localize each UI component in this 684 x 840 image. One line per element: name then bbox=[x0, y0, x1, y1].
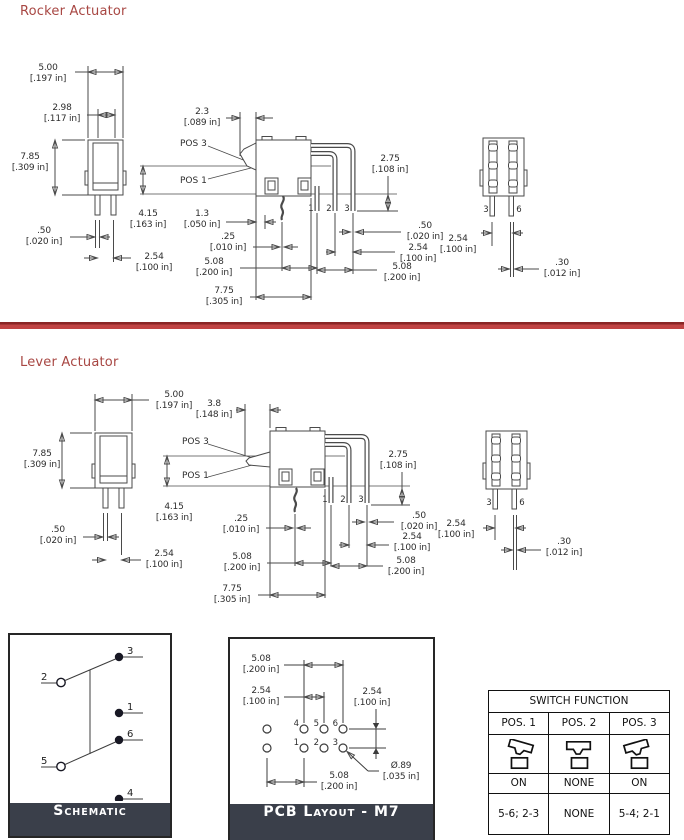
dim-pcb-anchor-span: 5.08 [.200 in] bbox=[320, 771, 358, 792]
rocker-rear-view bbox=[480, 138, 539, 277]
table-head-pos2: POS. 2 bbox=[549, 712, 609, 734]
table-state-pos3: ON bbox=[609, 773, 669, 793]
dim-rocker-leg-pitch: 2.54 [.100 in] bbox=[135, 252, 173, 273]
dim-pcb-row-pitch: 2.54 [.100 in] bbox=[353, 687, 391, 708]
dim-rocker-pin-width: .50 [.020 in] bbox=[406, 221, 444, 242]
rocker-pin-2-label: 2 bbox=[326, 204, 332, 214]
pcb-hole-2: 2 bbox=[313, 738, 319, 748]
dim-lever-terminal-thickness: .25 [.010 in] bbox=[222, 514, 260, 535]
lever-rear-pin-3-label: 3 bbox=[486, 498, 492, 508]
dim-pcb-col-pitch: 2.54 [.100 in] bbox=[242, 686, 280, 707]
dim-pcb-col-span: 5.08 [.200 in] bbox=[242, 654, 280, 675]
dim-rocker-body-height: 7.85 [.309 in] bbox=[11, 152, 49, 173]
schematic-pin-4: 4 bbox=[127, 788, 134, 799]
rocker-right-icon bbox=[622, 739, 656, 771]
table-title: SWITCH FUNCTION bbox=[489, 691, 670, 713]
schematic-panel bbox=[8, 633, 172, 838]
lever-section-title: Lever Actuator bbox=[20, 355, 119, 370]
rocker-rear-pin-6-label: 6 bbox=[516, 205, 522, 215]
dim-lever-leg-width: .50 [.020 in] bbox=[39, 525, 77, 546]
dim-rocker-pin-pitch: 2.54 [.100 in] bbox=[399, 243, 437, 264]
dim-lever-peg-to-pin: 5.08 [.200 in] bbox=[223, 552, 261, 573]
table-state-pos1: ON bbox=[489, 773, 549, 793]
table-contacts-pos2: NONE bbox=[549, 793, 609, 834]
dim-lever-pin-span: 5.08 [.200 in] bbox=[387, 556, 425, 577]
dim-rocker-rear-pin-pitch: 2.54 [.100 in] bbox=[439, 234, 477, 255]
table-head-pos3: POS. 3 bbox=[609, 712, 669, 734]
dim-lever-overhang: 3.8 [.148 in] bbox=[195, 399, 233, 420]
lever-pos3-label: POS 3 bbox=[182, 437, 209, 447]
pcb-hole-1: 1 bbox=[293, 738, 299, 748]
dim-rocker-body-depth: 7.75 [.305 in] bbox=[205, 286, 243, 307]
rocker-section-title: Rocker Actuator bbox=[20, 4, 127, 19]
lever-pin-1-label: 1 bbox=[322, 495, 328, 505]
schematic-caption: S CHEMATIC bbox=[10, 803, 170, 836]
pcb-layout-panel bbox=[228, 637, 435, 840]
dim-rocker-peg-to-pin: 5.08 [.200 in] bbox=[195, 257, 233, 278]
rocker-pos1-label: POS 1 bbox=[180, 176, 207, 186]
dim-rocker-actuator-overhang: 2.3 [.089 in] bbox=[183, 107, 221, 128]
dim-lever-pin-pitch: 2.54 [.100 in] bbox=[393, 532, 431, 553]
dim-lever-pin-protrusion: 2.75 [.108 in] bbox=[379, 450, 417, 471]
table-head-pos1: POS. 1 bbox=[489, 712, 549, 734]
switch-function-table bbox=[488, 690, 670, 835]
rocker-pin-3-label: 3 bbox=[344, 204, 350, 214]
schematic-pin-2: 2 bbox=[41, 672, 48, 683]
dim-lever-seat-to-pivot: 4.15 [.163 in] bbox=[155, 502, 193, 523]
dim-lever-rear-pin-pitch: 2.54 [.100 in] bbox=[437, 519, 475, 540]
lever-pin-3-label: 3 bbox=[358, 495, 364, 505]
rocker-left-icon bbox=[502, 739, 536, 771]
lever-pos1-label: POS 1 bbox=[182, 471, 209, 481]
dim-rocker-seat-to-pivot: 4.15 [.163 in] bbox=[129, 209, 167, 230]
lever-pin-2-label: 2 bbox=[340, 495, 346, 505]
pcb-hole-5: 5 bbox=[313, 719, 319, 729]
pcb-hole-3: 3 bbox=[332, 738, 338, 748]
schematic-pin-3: 3 bbox=[127, 646, 134, 657]
dim-rocker-pin-protrusion: 2.75 [.108 in] bbox=[371, 154, 409, 175]
lever-rear-view bbox=[483, 431, 541, 570]
dim-lever-leg-pitch: 2.54 [.100 in] bbox=[145, 549, 183, 570]
dim-lever-pin-width: .50 [.020 in] bbox=[400, 511, 438, 532]
pcb-hole-4: 4 bbox=[293, 719, 299, 729]
dim-rocker-overall-width: 5.00 [.197 in] bbox=[29, 63, 67, 84]
pcb-caption: PCB L AYOUT - M7 bbox=[230, 804, 433, 840]
rocker-center-icon bbox=[562, 739, 596, 771]
dim-rocker-rear-pin-thickness: .30 [.012 in] bbox=[543, 258, 581, 279]
rocker-pin-1-label: 1 bbox=[308, 204, 314, 214]
lever-side-view bbox=[163, 404, 410, 598]
table-contacts-pos1: 5-6; 2-3 bbox=[489, 793, 549, 834]
dim-rocker-terminal-thickness: .25 [.010 in] bbox=[209, 232, 247, 253]
table-state-pos2: NONE bbox=[549, 773, 609, 793]
rocker-rear-pin-3-label: 3 bbox=[483, 205, 489, 215]
dim-lever-overall-width: 5.00 [.197 in] bbox=[155, 390, 193, 411]
dim-lever-body-height: 7.85 [.309 in] bbox=[23, 449, 61, 470]
table-icon-cell-pos2 bbox=[549, 734, 609, 773]
dim-rocker-actuator-width: 2.98 [.117 in] bbox=[43, 103, 81, 124]
dim-lever-rear-pin-thickness: .30 [.012 in] bbox=[545, 537, 583, 558]
schematic-pin-1: 1 bbox=[127, 702, 134, 713]
rocker-pos3-label: POS 3 bbox=[180, 139, 207, 149]
schematic-pin-6: 6 bbox=[127, 729, 134, 740]
schematic-pin-5: 5 bbox=[41, 756, 48, 767]
lever-rear-pin-6-label: 6 bbox=[519, 498, 525, 508]
dim-lever-body-depth: 7.75 [.305 in] bbox=[213, 584, 251, 605]
dim-rocker-pin-span: 5.08 [.200 in] bbox=[383, 262, 421, 283]
table-icon-cell-pos1 bbox=[489, 734, 549, 773]
dim-pcb-hole-diameter: Ø.89 [.035 in] bbox=[382, 761, 420, 782]
schematic-diagram bbox=[10, 635, 168, 801]
table-contacts-pos3: 5-4; 2-1 bbox=[609, 793, 669, 834]
dim-rocker-front-offset: 1.3 [.050 in] bbox=[183, 209, 221, 230]
pcb-hole-6: 6 bbox=[332, 719, 338, 729]
table-icon-cell-pos3 bbox=[609, 734, 669, 773]
dim-rocker-leg-width: .50 [.020 in] bbox=[25, 226, 63, 247]
